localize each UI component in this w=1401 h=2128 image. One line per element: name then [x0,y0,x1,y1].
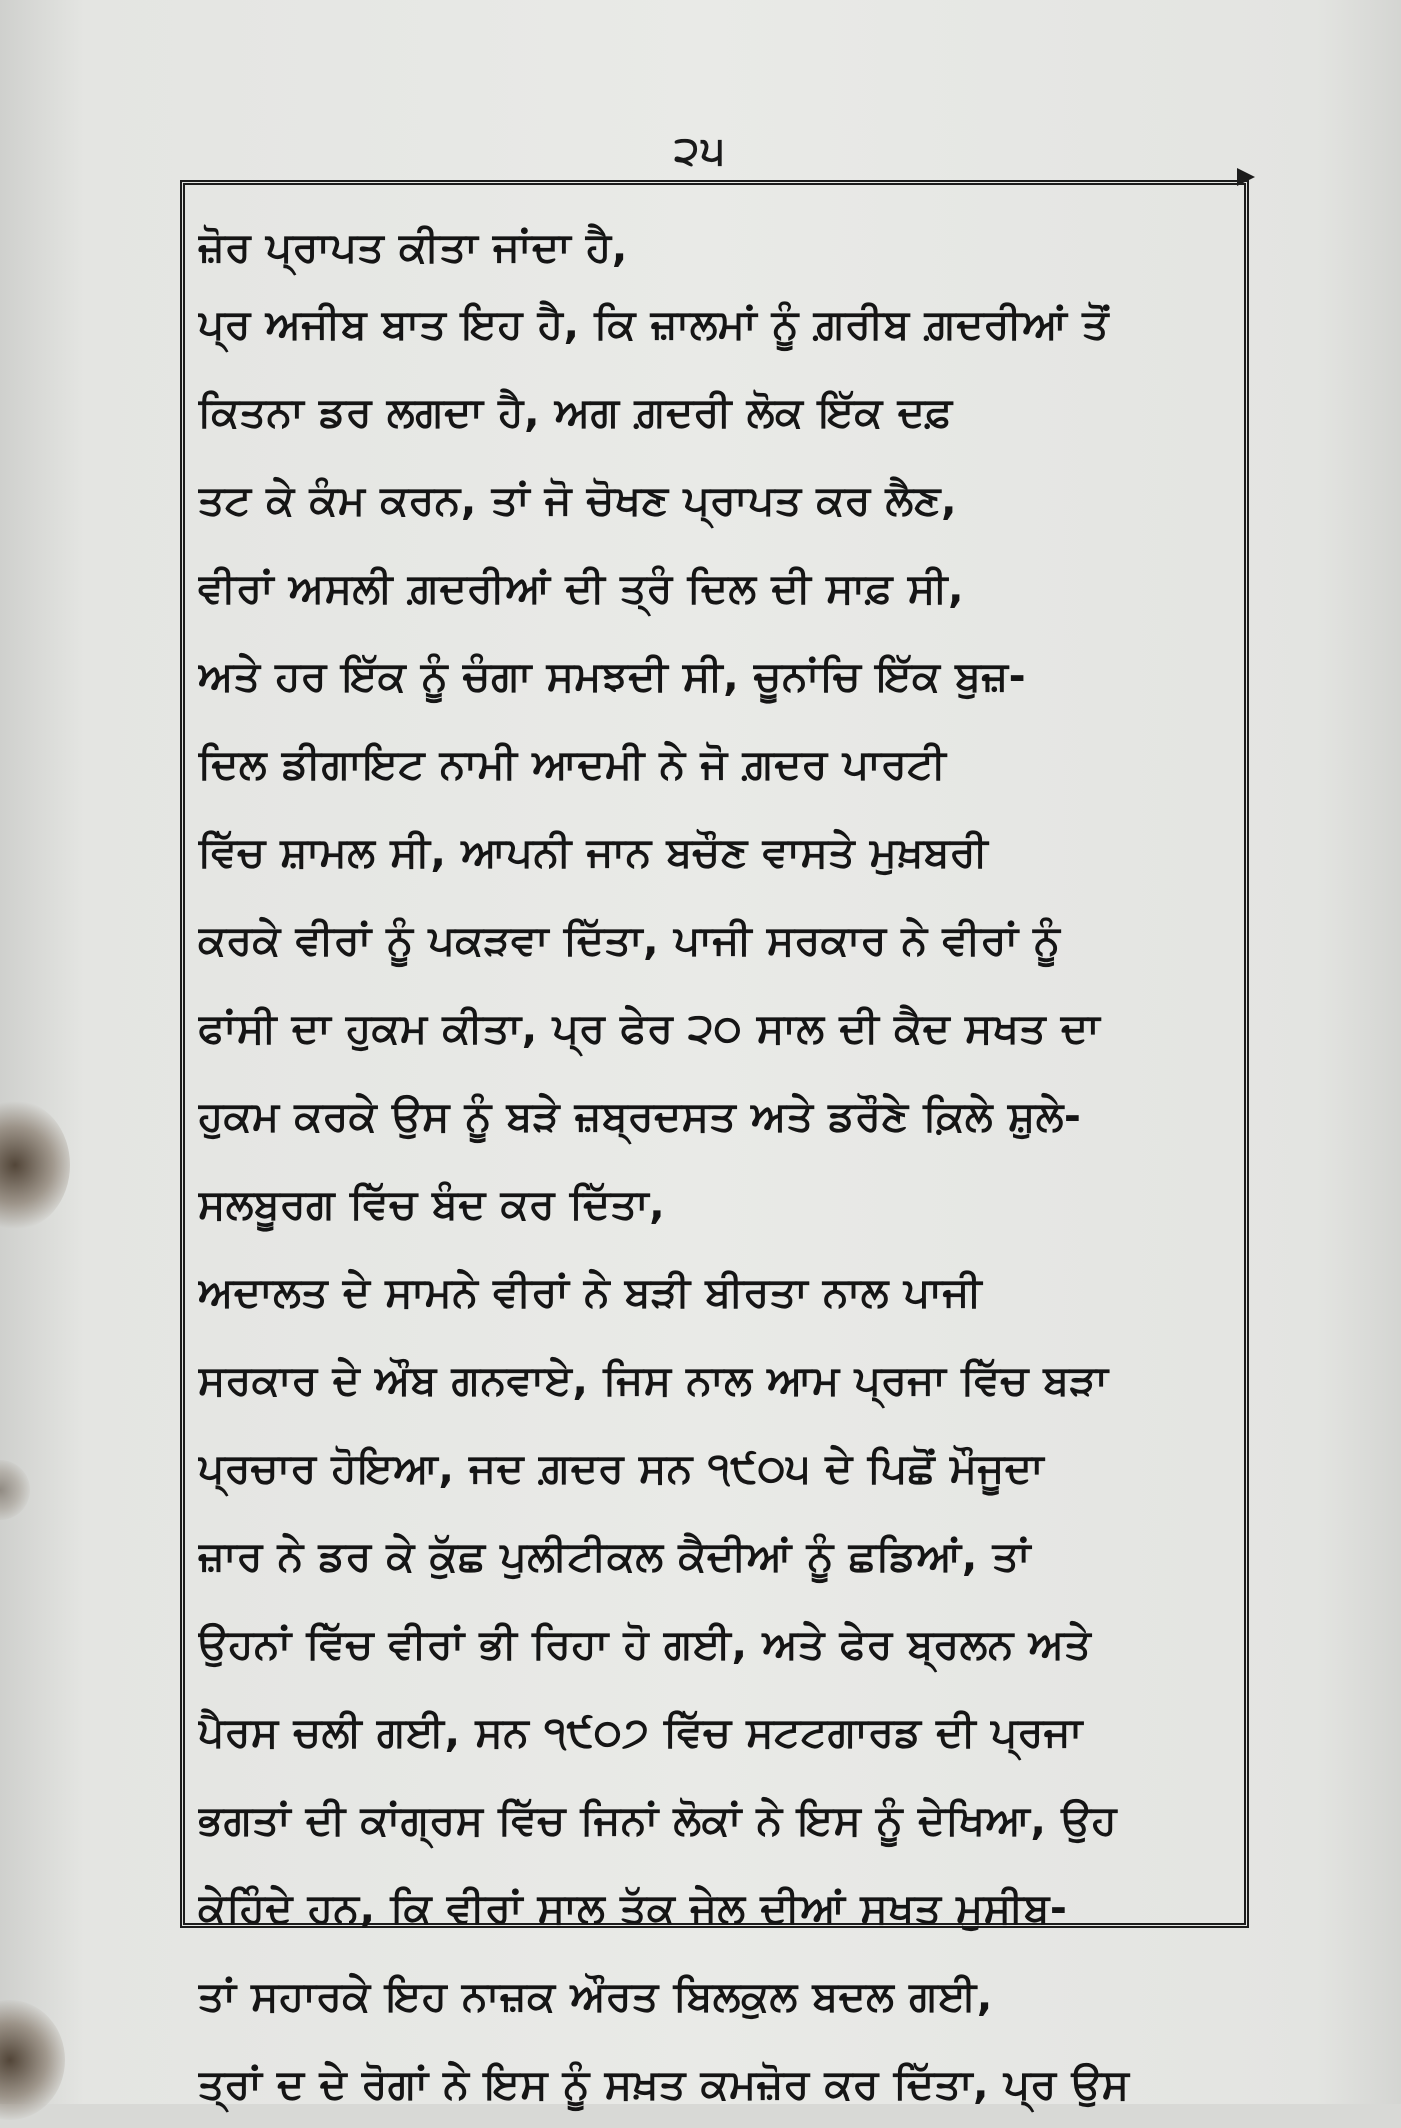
text-line: ਉਹਨਾਂ ਵਿੱਚ ਵੀਰਾਂ ਭੀ ਰਿਹਾ ਹੋ ਗਈ, ਅਤੇ ਫੇਰ ਬ੍ਰਲਨ ਅਤੇ [198,1620,1092,1668]
text-line: ਪੈਰਸ ਚਲੀ ਗਈ, ਸਨ ੧੯੦੭ ਵਿੱਚ ਸਟਟਗਾਰਡ ਦੀ ਪ੍ਰਜਾ [198,1708,1083,1756]
text-line: ਅਤੇ ਹਰ ਇੱਕ ਨੂੰ ਚੰਗਾ ਸਮਝਦੀ ਸੀ, ਚੂਨਾਂਚਿ ਇੱਕ ਬੁਜ਼- [198,652,1027,700]
stain-mark [0,1460,30,1520]
text-line: ਜ਼ਾਰ ਨੇ ਡਰ ਕੇ ਕੁੱਛ ਪੁਲੀਟੀਕਲ ਕੈਦੀਆਂ ਨੂੰ ਛਡਿਆਂ, ਤਾਂ [198,1532,1031,1580]
text-line: ਤਟ ਕੇ ਕੰਮ ਕਰਨ, ਤਾਂ ਜੋ ਚੋਖਣ ਪ੍ਰਾਪਤ ਕਰ ਲੈਣ, [198,476,958,524]
text-line: ਕੇਹਿੰਦੇ ਹਨ, ਕਿ ਵੀਰਾਂ ਸਾਲ ਤੱਕ ਜੇਲ ਦੀਆਂ ਸਖਤ ਮੁਸੀਬ- [198,1884,1068,1932]
text-line: ਤ੍ਰਾਂ ਦ ਦੇ ਰੋਗਾਂ ਨੇ ਇਸ ਨੂੰ ਸਖ਼ਤ ਕਮਜ਼ੋਰ ਕਰ ਦਿੱਤਾ, ਪ੍ਰ ਉਸ [198,2060,1130,2108]
text-line: ਸਰਕਾਰ ਦੇ ਔਬ ਗਨਵਾਏ, ਜਿਸ ਨਾਲ ਆਮ ਪ੍ਰਜਾ ਵਿੱਚ ਬੜਾ [198,1356,1109,1404]
text-line: ਕਿਤਨਾ ਡਰ ਲਗਦਾ ਹੈ, ਅਗ ਗ਼ਦਰੀ ਲੋਕ ਇੱਕ ਦਫ਼ [198,388,953,436]
text-line: ਹੁਕਮ ਕਰਕੇ ਉਸ ਨੂੰ ਬੜੇ ਜ਼ਬ੍ਰਦਸਤ ਅਤੇ ਡਰੌਣੇ ਕ਼ਿਲੇ ਸ਼ੁਲੇ- [198,1092,1082,1140]
text-line: ਵੀਰਾਂ ਅਸਲੀ ਗ਼ਦਰੀਆਂ ਦੀ ਤ੍ਰੰ ਦਿਲ ਦੀ ਸਾਫ਼ ਸੀ, [198,564,965,612]
text-line: ਤਾਂ ਸਹਾਰਕੇ ਇਹ ਨਾਜ਼ਕ ਔਰਤ ਬਿਲਕੁਲ ਬਦਲ ਗਈ, [198,1972,993,2020]
text-line: ਕਰਕੇ ਵੀਰਾਂ ਨੂੰ ਪਕੜਵਾ ਦਿੱਤਾ, ਪਾਜੀ ਸਰਕਾਰ ਨੇ ਵੀਰਾਂ ਨੂੰ [198,916,1061,964]
stain-mark [0,1100,70,1230]
text-line: ਜ਼ੋਰ ਪ੍ਰਾਪਤ ਕੀਤਾ ਜਾਂਦਾ ਹੈ, [198,223,628,271]
arrow-icon [1237,168,1255,186]
stain-mark [0,2000,65,2120]
page-number: ੨੫ [674,128,727,174]
text-line: ਅਦਾਲਤ ਦੇ ਸਾਮਨੇ ਵੀਰਾਂ ਨੇ ਬੜੀ ਬੀਰਤਾ ਨਾਲ ਪਾਜੀ [198,1268,983,1316]
text-line: ਦਿਲ ਡੀਗਾਇਟ ਨਾਮੀ ਆਦਮੀ ਨੇ ਜੋ ਗ਼ਦਰ ਪਾਰਟੀ [198,740,947,788]
text-line: ਸਲਬੂਰਗ ਵਿੱਚ ਬੰਦ ਕਰ ਦਿੱਤਾ, [198,1180,666,1228]
text-line: ਵਿੱਚ ਸ਼ਾਮਲ ਸੀ, ਆਪਨੀ ਜਾਨ ਬਚੌਣ ਵਾਸਤੇ ਮੁਖ਼ਬਰੀ [198,828,989,876]
text-line: ਫਾਂਸੀ ਦਾ ਹੁਕਮ ਕੀਤਾ, ਪ੍ਰ ਫੇਰ ੨੦ ਸਾਲ ਦੀ ਕੈਦ ਸਖਤ ਦਾ [198,1004,1101,1052]
text-line: ਭਗਤਾਂ ਦੀ ਕਾਂਗ੍ਰਸ ਵਿੱਚ ਜਿਨਾਂ ਲੋਕਾਂ ਨੇ ਇਸ ਨੂੰ ਦੇਖਿਆ, ਉਹ [198,1796,1118,1844]
body-text [198,214,1238,2128]
text-line: ਪ੍ਰਚਾਰ ਹੋਇਆ, ਜਦ ਗ਼ਦਰ ਸਨ ੧੯੦੫ ਦੇ ਪਿਛੋਂ ਮੌਜੂਦਾ [198,1444,1045,1492]
text-line: ਪ੍ਰ ਅਜੀਬ ਬਾਤ ਇਹ ਹੈ, ਕਿ ਜ਼ਾਲਮਾਂ ਨੂੰ ਗ਼ਰੀਬ ਗ਼ਦਰੀਆਂ ਤੋਂ [198,300,1109,348]
